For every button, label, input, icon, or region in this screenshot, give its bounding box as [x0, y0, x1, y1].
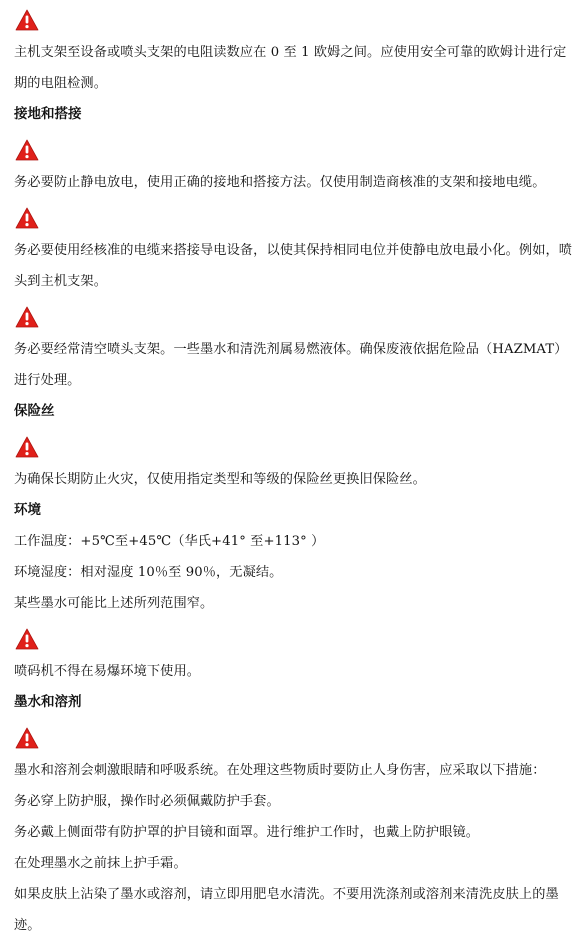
warning-triangle-icon — [15, 306, 39, 328]
warning-paragraph: 墨水和溶剂会刺激眼睛和呼吸系统。在处理这些物质时要防止人身伤害，应采取以下措施： — [14, 763, 546, 778]
warning-triangle-icon — [15, 628, 39, 650]
precaution-item: 在处理墨水之前抹上护手霜。 — [14, 856, 187, 871]
environment-ink-note: 某些墨水可能比上述所列范围窄。 — [14, 596, 214, 611]
document-page — [14, 0, 574, 941]
precaution-item: 如果皮肤上沾染了墨水或溶剂，请立即用肥皂水清洗。不要用洗涤剂或溶剂来清洗皮肤上的墨迹。 — [14, 887, 559, 933]
precaution-item: 务必戴上侧面带有防护罩的护目镜和面罩。进行维护工作时，也戴上防护眼镜。 — [14, 825, 480, 840]
section-heading-environment: 环境 — [14, 502, 41, 518]
warning-paragraph: 务必要防止静电放电，使用正确的接地和搭接方法。仅使用制造商核准的支架和接地电缆。 — [14, 175, 546, 190]
precaution-item: 务必穿上防护服，操作时必须佩戴防护手套。 — [14, 794, 280, 809]
warning-paragraph: 务必要经常清空喷头支架。一些墨水和清洗剂属易燃液体。确保废液依据危险品（HAZMAT）进行处理。 — [14, 342, 568, 388]
environment-humidity: 环境湿度：相对湿度 10％至 90％，无凝结。 — [14, 565, 283, 580]
warning-triangle-icon — [15, 727, 39, 749]
section-heading-fuse: 保险丝 — [14, 403, 55, 419]
warning-paragraph: 务必要使用经核准的电缆来搭接导电设备，以使其保持相同电位并使静电放电最小化。例如，喷头到主机支架。 — [14, 243, 573, 289]
warning-paragraph: 为确保长期防止火灾，仅使用指定类型和等级的保险丝更换旧保险丝。 — [14, 472, 426, 487]
warning-triangle-icon — [15, 139, 39, 161]
section-heading-ink-solvent: 墨水和溶剂 — [14, 694, 82, 710]
warning-triangle-icon — [15, 9, 39, 31]
environment-operating-temperature: 工作温度：+5℃至+45℃（华氏+41° 至+113° ） — [14, 534, 325, 549]
warning-paragraph: 主机支架至设备或喷头支架的电阻读数应在 0 至 1 欧姆之间。应使用安全可靠的欧姆计进行定期的电阻检测。 — [14, 45, 567, 91]
warning-triangle-icon — [15, 436, 39, 458]
warning-paragraph: 喷码机不得在易爆环境下使用。 — [14, 664, 201, 679]
section-heading-grounding: 接地和搭接 — [14, 106, 82, 122]
warning-triangle-icon — [15, 207, 39, 229]
